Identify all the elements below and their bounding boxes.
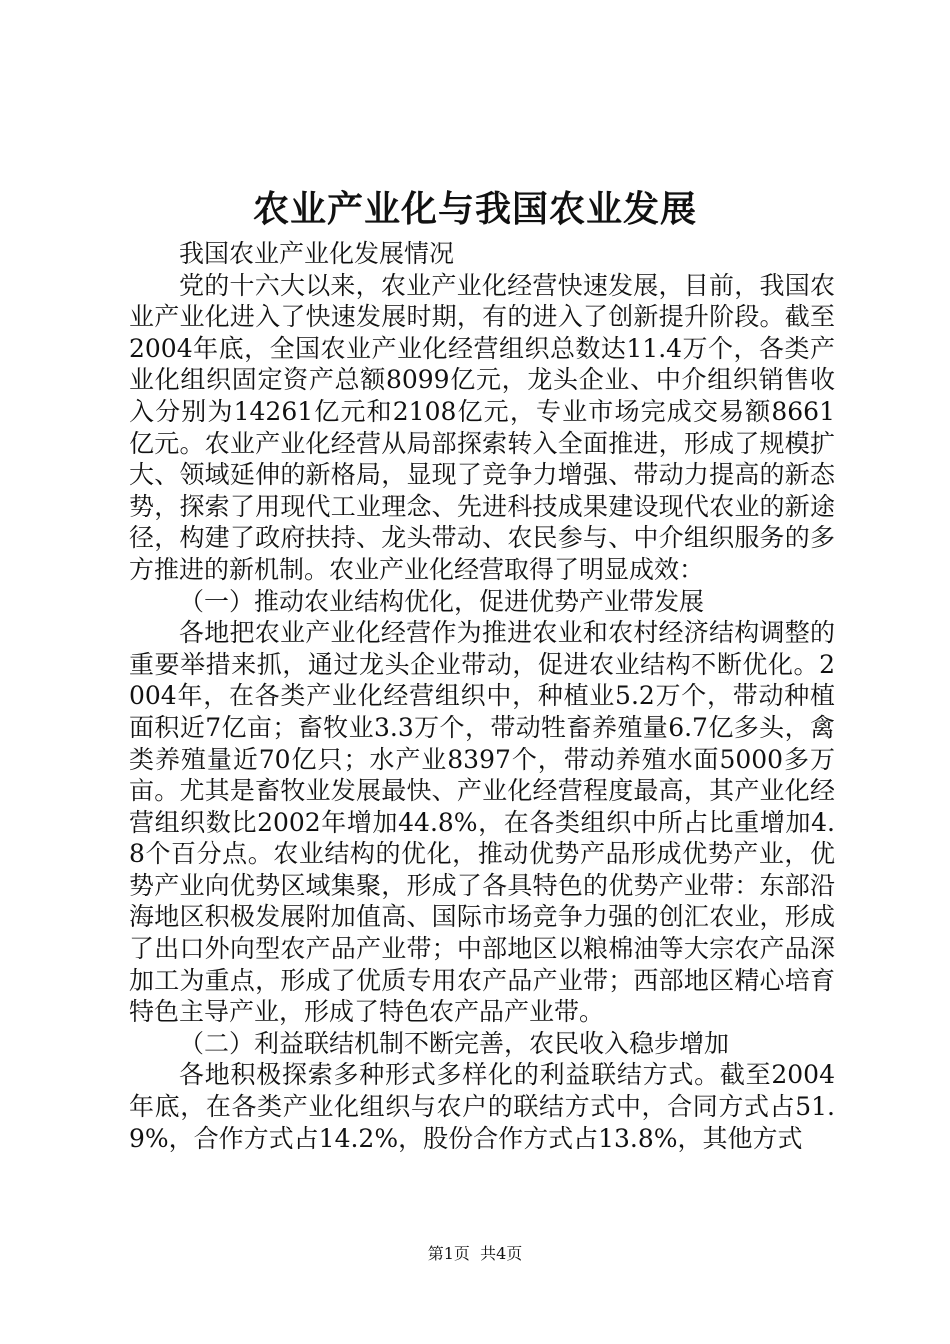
- paragraph: 党的十六大以来，农业产业化经营快速发展，目前，我国农业产业化进入了快速发展时期，有的进入了创新提升阶段。截至2004年底，全国农业产业化经营组织总数达11.4万个，各类产业化组织固定资产总额8099亿元，龙头企业、中介组织销售收入分别为14261亿元和2108亿元，专业市场完成交易额8661亿元。农业产业化经营从局部探索转入全面推进，形成了规模扩大、领域延伸的新格局，显现了竞争力增强、带动力提高的新态势，探索了用现代工业理念、先进科技成果建设现代农业的新途径，构建了政府扶持、龙头带动、农民参与、中介组织服务的多方推进的新机制。农业产业化经营取得了明显成效：: [129, 270, 835, 584]
- subsection-heading: （二）利益联结机制不断完善，农民收入稳步增加: [179, 1028, 730, 1058]
- page-total: 共4页: [480, 1244, 523, 1263]
- subsection-heading: （一）推动农业结构优化，促进优势产业带发展: [179, 586, 705, 616]
- paragraph: 各地积极探索多种形式多样化的利益联结方式。截至2004年底，在各类产业化组织与农户的联结方式中，合同方式占51.9%，合作方式占14.2%，股份合作方式占13.8%，其他方式: [129, 1060, 835, 1153]
- section-heading: 我国农业产业化发展情况: [179, 239, 455, 268]
- footer-spacer: [470, 1244, 480, 1263]
- page-number: 第1页: [427, 1244, 470, 1263]
- page-footer: [0, 1243, 950, 1265]
- paragraph: 各地把农业产业化经营作为推进农业和农村经济结构调整的重要举措来抓，通过龙头企业带动，促进农业结构不断优化。2004年，在各类产业化经营组织中，种植业5.2万个，带动种植面积近7亿亩；畜牧业3.3万个，带动牲畜养殖量6.7亿多头，禽类养殖量近70亿只；水产业8397个，带动养殖水面5000多万亩。尤其是畜牧业发展最快、产业化经营程度最高，其产业化经营组织数比2002年增加44.8%，在各类组织中所占比重增加4.8个百分点。农业结构的优化，推动优势产品形成优势产业，优势产业向优势区域集聚，形成了各具特色的优势产业带：东部沿海地区积极发展附加值高、国际市场竞争力强的创汇农业，形成了出口外向型农产品产业带；中部地区以粮棉油等大宗农产品深加工为重点，形成了优质专用农产品产业带；西部地区精心培育特色主导产业，形成了特色农产品产业带。: [129, 618, 835, 1027]
- document-body: [129, 238, 835, 1154]
- document-title: 农业产业化与我国农业发展: [252, 188, 697, 230]
